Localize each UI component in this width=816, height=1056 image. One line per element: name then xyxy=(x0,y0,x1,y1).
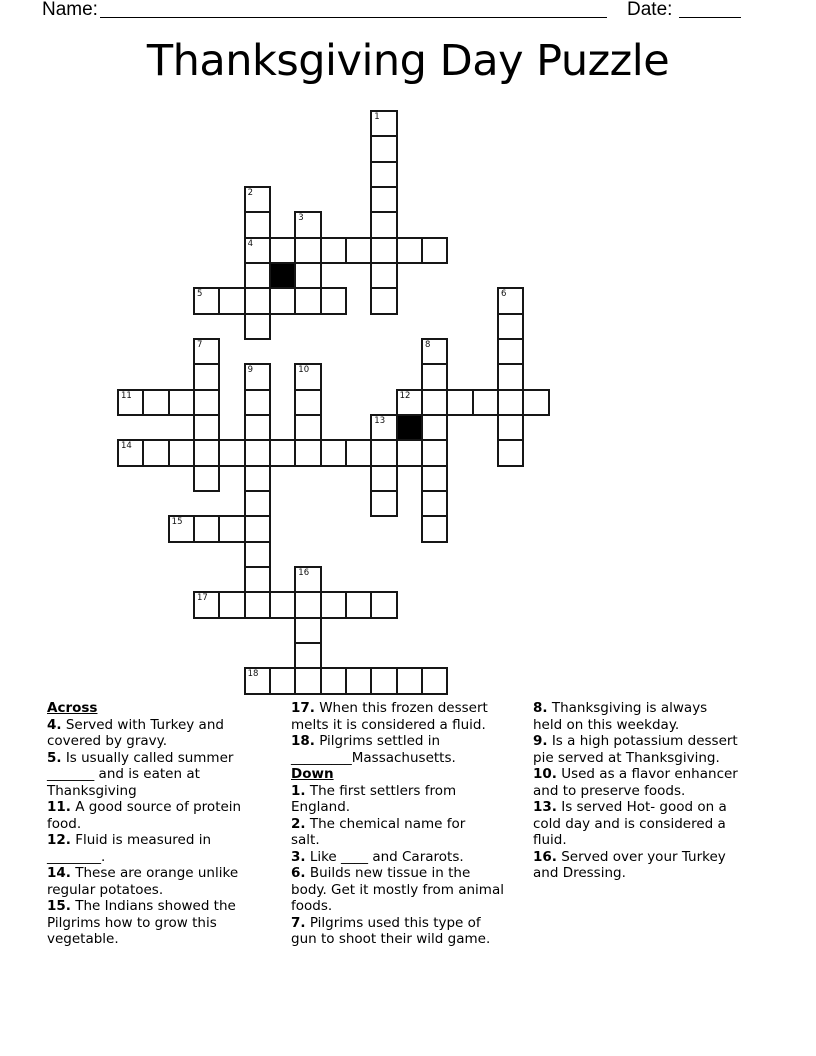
grid-cell[interactable] xyxy=(370,465,397,492)
down-header: Down xyxy=(291,766,334,782)
clue-number: 14. xyxy=(47,865,71,881)
grid-cell[interactable] xyxy=(193,591,220,618)
grid-cell[interactable] xyxy=(370,490,397,517)
grid-cell[interactable] xyxy=(421,439,448,466)
clue-number: 8. xyxy=(533,700,548,716)
grid-cell[interactable] xyxy=(370,414,397,441)
grid-cell[interactable] xyxy=(218,591,245,618)
clue-12-line: 12. Fluid is measured in xyxy=(47,832,212,848)
cell-number: 1 xyxy=(374,112,380,122)
grid-cell[interactable] xyxy=(370,211,397,238)
clue-12-line: ________. xyxy=(47,848,106,865)
grid-cell[interactable] xyxy=(244,363,271,390)
grid-cell[interactable] xyxy=(244,313,271,340)
grid-cell[interactable] xyxy=(497,389,524,416)
cell-number: 3 xyxy=(298,213,304,224)
clue-number: 5. xyxy=(47,749,62,766)
date-field-line[interactable] xyxy=(679,16,741,18)
grid-cell[interactable] xyxy=(193,414,220,441)
grid-cell[interactable] xyxy=(370,161,397,188)
clues-column-across xyxy=(47,700,291,948)
grid-cell-black xyxy=(269,262,296,289)
grid-cell[interactable] xyxy=(294,262,321,289)
cell-number: 14 xyxy=(121,441,132,452)
grid-cell[interactable] xyxy=(421,490,448,517)
grid-cell[interactable] xyxy=(370,186,397,213)
cell-number: 7 xyxy=(196,339,203,350)
grid-cell[interactable] xyxy=(497,414,524,441)
grid-cell[interactable] xyxy=(320,591,347,618)
grid-cell[interactable] xyxy=(446,389,473,416)
grid-cell[interactable] xyxy=(244,591,271,618)
clue-number: 10. xyxy=(533,766,557,782)
cell-number: 5 xyxy=(196,289,203,300)
grid-cell[interactable] xyxy=(497,313,524,340)
cell-number: 10 xyxy=(298,365,310,376)
grid-cell[interactable] xyxy=(421,414,448,441)
clue-15-line: Pilgrims how to grow this xyxy=(47,914,217,931)
grid-cell[interactable] xyxy=(522,389,549,416)
grid-cell[interactable] xyxy=(421,515,448,542)
clue-11-line: food. xyxy=(47,815,82,832)
grid-cell[interactable] xyxy=(193,287,220,314)
grid-cell[interactable] xyxy=(421,667,448,694)
cell-number: 2 xyxy=(247,187,254,198)
clue-number: 17. xyxy=(291,700,315,716)
grid-cell[interactable] xyxy=(244,211,271,238)
clue-number: 15. xyxy=(47,898,71,914)
clue-number: 9. xyxy=(533,733,548,749)
grid-cell[interactable] xyxy=(269,287,296,314)
grid-cell[interactable] xyxy=(244,667,271,694)
clue-2-line: 2. The chemical name for xyxy=(291,815,466,832)
cell-number: 15 xyxy=(171,517,183,528)
grid-cell[interactable] xyxy=(345,237,372,264)
grid-cell[interactable] xyxy=(472,389,499,416)
clue-number: 3. xyxy=(291,848,306,865)
grid-cell[interactable] xyxy=(244,287,271,314)
grid-cell[interactable] xyxy=(294,389,321,416)
grid-cell[interactable] xyxy=(294,591,321,618)
clue-13-line: fluid. xyxy=(533,832,567,848)
grid-cell[interactable] xyxy=(218,287,245,314)
clue-3-line: 3. Like ____ and Cararots. xyxy=(291,848,464,865)
grid-cell[interactable] xyxy=(244,439,271,466)
grid-cell[interactable] xyxy=(142,439,169,466)
across-header: Across xyxy=(47,700,98,716)
grid-cell[interactable] xyxy=(294,287,321,314)
grid-cell[interactable] xyxy=(218,439,245,466)
clue-4-line: 4. Served with Turkey and xyxy=(47,716,224,733)
clue-number: 4. xyxy=(47,716,62,733)
grid-cell[interactable] xyxy=(294,439,321,466)
clue-14-line: 14. These are orange unlike xyxy=(47,865,239,881)
clue-6-line: 6. Builds new tissue in the xyxy=(291,865,471,881)
clue-8-line: 8. Thanksgiving is always xyxy=(533,700,708,716)
clue-13-line: 13. Is served Hot- good on a xyxy=(533,799,727,815)
grid-cell[interactable] xyxy=(370,237,397,264)
cell-number: 8 xyxy=(424,339,431,350)
grid-cell[interactable] xyxy=(244,515,271,542)
clue-number: 16. xyxy=(533,848,557,865)
grid-cell[interactable] xyxy=(294,667,321,694)
grid-cell[interactable] xyxy=(421,237,448,264)
grid-cell[interactable] xyxy=(497,439,524,466)
clue-4-line: covered by gravy. xyxy=(47,733,167,749)
grid-cell[interactable] xyxy=(294,237,321,264)
grid-cell[interactable] xyxy=(193,338,220,365)
grid-cell[interactable] xyxy=(294,566,321,593)
name-field-line[interactable] xyxy=(100,16,607,18)
grid-cell[interactable] xyxy=(269,667,296,694)
grid-cell[interactable] xyxy=(294,363,321,390)
clue-number: 6. xyxy=(291,865,306,881)
clue-number: 13. xyxy=(533,799,557,815)
grid-cell[interactable] xyxy=(370,135,397,162)
grid-cell[interactable] xyxy=(294,211,321,238)
grid-cell[interactable] xyxy=(320,439,347,466)
date-label: Date: xyxy=(627,0,673,20)
clue-number: 18. xyxy=(291,733,315,749)
cell-number: 9 xyxy=(247,365,254,376)
grid-cell[interactable] xyxy=(370,667,397,694)
clue-15-line: 15. The Indians showed the xyxy=(47,898,236,914)
name-label: Name: xyxy=(42,0,98,20)
clue-5-line: _______ and is eaten at xyxy=(47,766,200,782)
grid-cell[interactable] xyxy=(370,262,397,289)
grid-cell[interactable] xyxy=(396,389,423,416)
grid-cell[interactable] xyxy=(193,363,220,390)
grid-cell[interactable] xyxy=(396,667,423,694)
grid-cell[interactable] xyxy=(269,237,296,264)
cell-number: 4 xyxy=(247,238,254,249)
grid-cell[interactable] xyxy=(370,110,397,137)
clue-number: 2. xyxy=(291,815,306,832)
grid-cell[interactable] xyxy=(370,439,397,466)
cell-number: 17 xyxy=(196,593,208,604)
grid-cell[interactable] xyxy=(421,465,448,492)
clues-column-middle xyxy=(291,700,535,948)
grid-cell[interactable] xyxy=(345,591,372,618)
grid-cell[interactable] xyxy=(370,591,397,618)
grid-cell[interactable] xyxy=(117,439,144,466)
grid-cell[interactable] xyxy=(294,414,321,441)
cell-number: 12 xyxy=(399,390,411,401)
grid-cell[interactable] xyxy=(117,389,144,416)
grid-cell[interactable] xyxy=(168,389,195,416)
clue-5-line: 5. Is usually called summer xyxy=(47,749,234,766)
clue-10-line: 10. Used as a flavor enhancer xyxy=(533,766,738,782)
grid-cell[interactable] xyxy=(320,287,347,314)
clue-1-line: England. xyxy=(291,799,351,815)
grid-cell[interactable] xyxy=(497,363,524,390)
grid-cell[interactable] xyxy=(193,515,220,542)
grid-cell[interactable] xyxy=(193,439,220,466)
grid-cell[interactable] xyxy=(193,389,220,416)
grid-cell[interactable] xyxy=(294,617,321,644)
grid-cell[interactable] xyxy=(244,262,271,289)
clue-18-line: 18. Pilgrims settled in xyxy=(291,733,441,749)
clue-16-line: and Dressing. xyxy=(533,865,626,881)
clue-number: 12. xyxy=(47,832,71,848)
clue-number: 7. xyxy=(291,914,306,931)
grid-cell[interactable] xyxy=(244,541,271,568)
clue-number: 1. xyxy=(291,782,306,799)
clue-9-line: 9. Is a high potassium dessert xyxy=(533,733,738,749)
grid-cell[interactable] xyxy=(168,439,195,466)
grid-cell[interactable] xyxy=(244,490,271,517)
clue-10-line: and to preserve foods. xyxy=(533,782,686,799)
clue-5-line: Thanksgiving xyxy=(47,782,137,799)
clues-column-right xyxy=(533,700,777,882)
grid-cell[interactable] xyxy=(497,287,524,314)
clue-17-line: 17. When this frozen dessert xyxy=(291,700,488,716)
cell-number: 6 xyxy=(500,289,507,300)
grid-cell[interactable] xyxy=(244,414,271,441)
clue-2-line: salt. xyxy=(291,832,320,848)
grid-cell[interactable] xyxy=(497,338,524,365)
grid-cell[interactable] xyxy=(421,338,448,365)
clue-1-line: 1. The first settlers from xyxy=(291,782,457,799)
cell-number: 16 xyxy=(298,567,310,578)
clue-6-line: foods. xyxy=(291,898,333,914)
grid-cell[interactable] xyxy=(244,566,271,593)
grid-cell[interactable] xyxy=(269,591,296,618)
clue-17-line: melts it is considered a fluid. xyxy=(291,716,486,733)
cell-number: 11 xyxy=(121,390,132,401)
page-title: Thanksgiving Day Puzzle xyxy=(146,36,670,86)
clue-16-line: 16. Served over your Turkey xyxy=(533,848,726,865)
grid-cell[interactable] xyxy=(421,363,448,390)
clue-6-line: body. Get it mostly from animal xyxy=(291,881,504,898)
grid-cell[interactable] xyxy=(345,667,372,694)
clue-7-line: 7. Pilgrims used this type of xyxy=(291,914,481,931)
clue-14-line: regular potatoes. xyxy=(47,881,164,898)
clue-number: 11. xyxy=(47,799,71,815)
grid-cell[interactable] xyxy=(244,237,271,264)
grid-cell[interactable] xyxy=(370,287,397,314)
grid-cell[interactable] xyxy=(294,642,321,669)
clue-15-line: vegetable. xyxy=(47,931,119,947)
grid-cell[interactable] xyxy=(244,389,271,416)
clue-11-line: 11. A good source of protein xyxy=(47,799,242,815)
clue-18-line: _________Massachusetts. xyxy=(291,749,456,766)
cell-number: 13 xyxy=(374,415,386,426)
grid-cell[interactable] xyxy=(269,439,296,466)
grid-cell[interactable] xyxy=(345,439,372,466)
grid-cell[interactable] xyxy=(193,465,220,492)
clue-9-line: pie served at Thanksgiving. xyxy=(533,749,720,766)
grid-cell[interactable] xyxy=(218,515,245,542)
grid-cell[interactable] xyxy=(168,515,195,542)
grid-cell[interactable] xyxy=(320,667,347,694)
grid-cell[interactable] xyxy=(142,389,169,416)
grid-cell[interactable] xyxy=(396,237,423,264)
cell-number: 18 xyxy=(247,669,259,680)
grid-cell[interactable] xyxy=(244,186,271,213)
clue-13-line: cold day and is considered a xyxy=(533,815,726,832)
clue-8-line: held on this weekday. xyxy=(533,716,680,733)
grid-cell[interactable] xyxy=(244,465,271,492)
grid-cell[interactable] xyxy=(320,237,347,264)
grid-cell-black xyxy=(396,414,423,441)
grid-cell[interactable] xyxy=(396,439,423,466)
grid-cell[interactable] xyxy=(421,389,448,416)
clue-7-line: gun to shoot their wild game. xyxy=(291,931,491,947)
